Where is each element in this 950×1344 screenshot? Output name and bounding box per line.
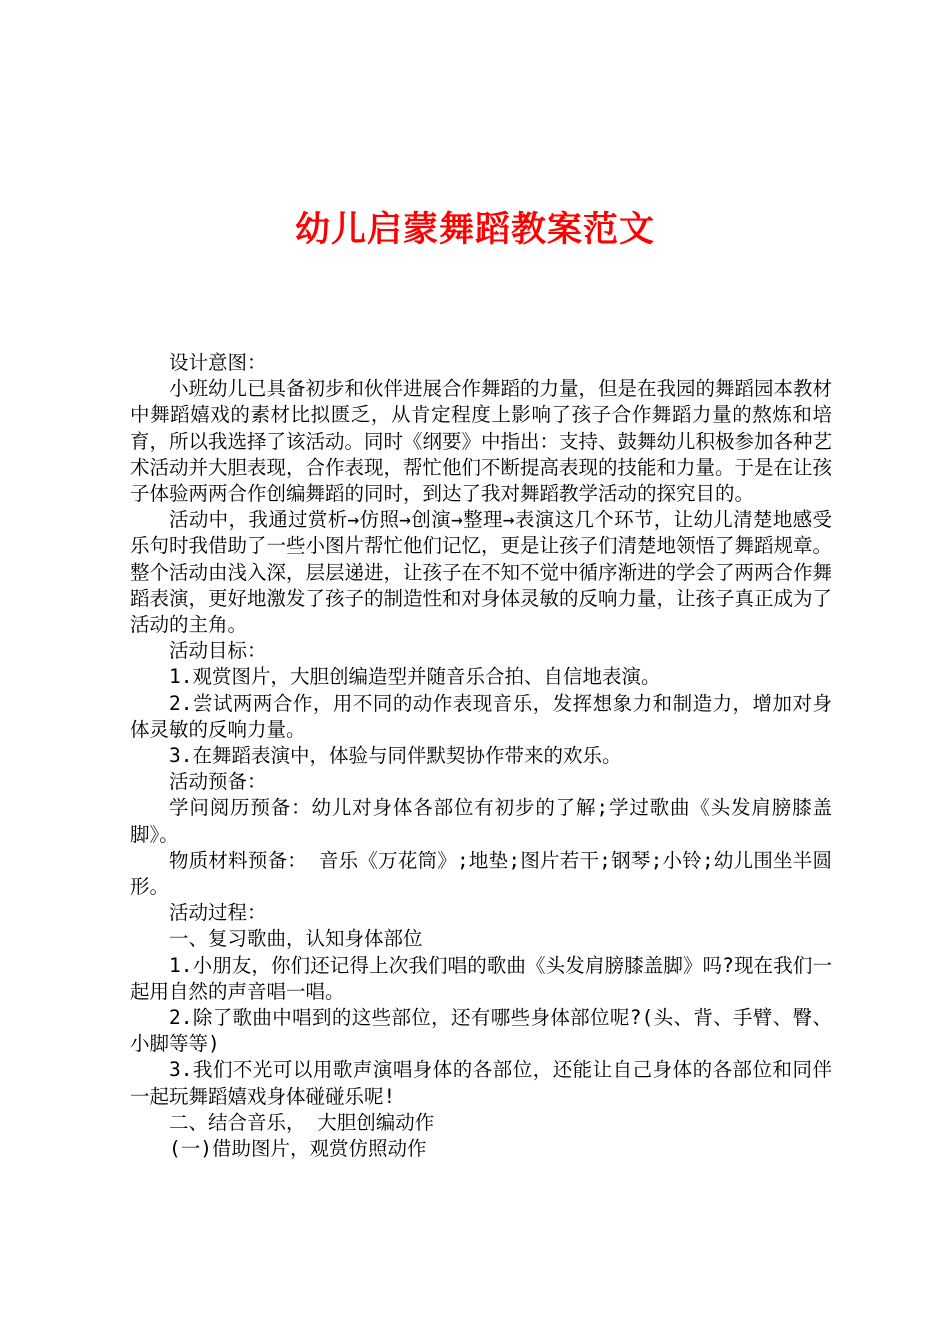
section-heading-preparation: 活动预备： [169, 770, 267, 794]
paragraph-activity-process-summary: 活动中，我通过赏析→仿照→创演→整理→表演这几个环节，让幼儿清楚地感受乐句时我借助了一些小图片帮忙他们记忆，更是让孩子们清楚地领悟了舞蹈规章。整个活动由浅入深，层层递进，让孩子在不知不觉中循序渐进的学会了两两合作舞蹈表演，更好地激发了孩子的制造性和对身体灵敏的反响力量，让孩子真正成为了活动的主角。 [130, 508, 833, 637]
process-step-1-item-2: 2.除了歌曲中唱到的这些部位，还有哪些身体部位呢?(头、背、手臂、臀、小脚等等) [130, 1006, 832, 1056]
process-step-1-item-1: 1.小朋友，你们还记得上次我们唱的歌曲《头发肩膀膝盖脚》吗?现在我们一起用自然的声音唱一唱。 [130, 953, 832, 1003]
document-body [130, 350, 832, 1162]
process-step-1-item-3: 3.我们不光可以用歌声演唱身体的各部位，还能让自己身体的各部位和同伴一起玩舞蹈嬉戏身体碰碰乐呢! [130, 1058, 832, 1108]
preparation-materials: 物质材料预备： 音乐《万花筒》;地垫;图片若干;钢琴;小铃;幼儿围坐半圆形。 [130, 848, 832, 899]
section-heading-process: 活动过程： [169, 901, 267, 925]
goal-item-3: 3.在舞蹈表演中，体验与同伴默契协作带来的欢乐。 [169, 744, 622, 768]
paragraph-design-intent: 小班幼儿已具备初步和伙伴进展合作舞蹈的力量，但是在我园的舞蹈园本教材中舞蹈嬉戏的素材比拟匮乏，从肯定程度上影响了孩子合作舞蹈力量的熬炼和培育，所以我选择了该活动。同时《纲要》中指出：支持、鼓舞幼儿积极参加各种艺术活动并大胆表现，合作表现，帮忙他们不断提高表现的技能和力量。于是在让孩子体验两两合作创编舞蹈的同时，到达了我对舞蹈教学活动的探究目的。 [130, 377, 833, 506]
document-title: 幼儿启蒙舞蹈教案范文 [294, 209, 655, 250]
section-heading-goals: 活动目标： [169, 639, 267, 663]
process-step-2-heading: 二、结合音乐， 大胆创编动作 [169, 1110, 435, 1134]
goal-item-2: 2.尝试两两合作，用不同的动作表现音乐，发挥想象力和制造力，增加对身体灵敏的反响力量。 [130, 691, 832, 741]
goal-item-1: 1.观赏图片，大胆创编造型并随音乐合拍、自信地表演。 [169, 665, 661, 689]
section-heading-design-intent: 设计意图： [169, 351, 267, 374]
process-step-1-heading: 一、复习歌曲，认知身体部位 [169, 927, 423, 951]
process-step-2-sub-1: (一)借助图片，观赏仿照动作 [169, 1137, 427, 1161]
preparation-knowledge: 学问阅历预备：幼儿对身体各部位有初步的了解;学过歌曲《头发肩膀膝盖脚》。 [130, 796, 832, 846]
